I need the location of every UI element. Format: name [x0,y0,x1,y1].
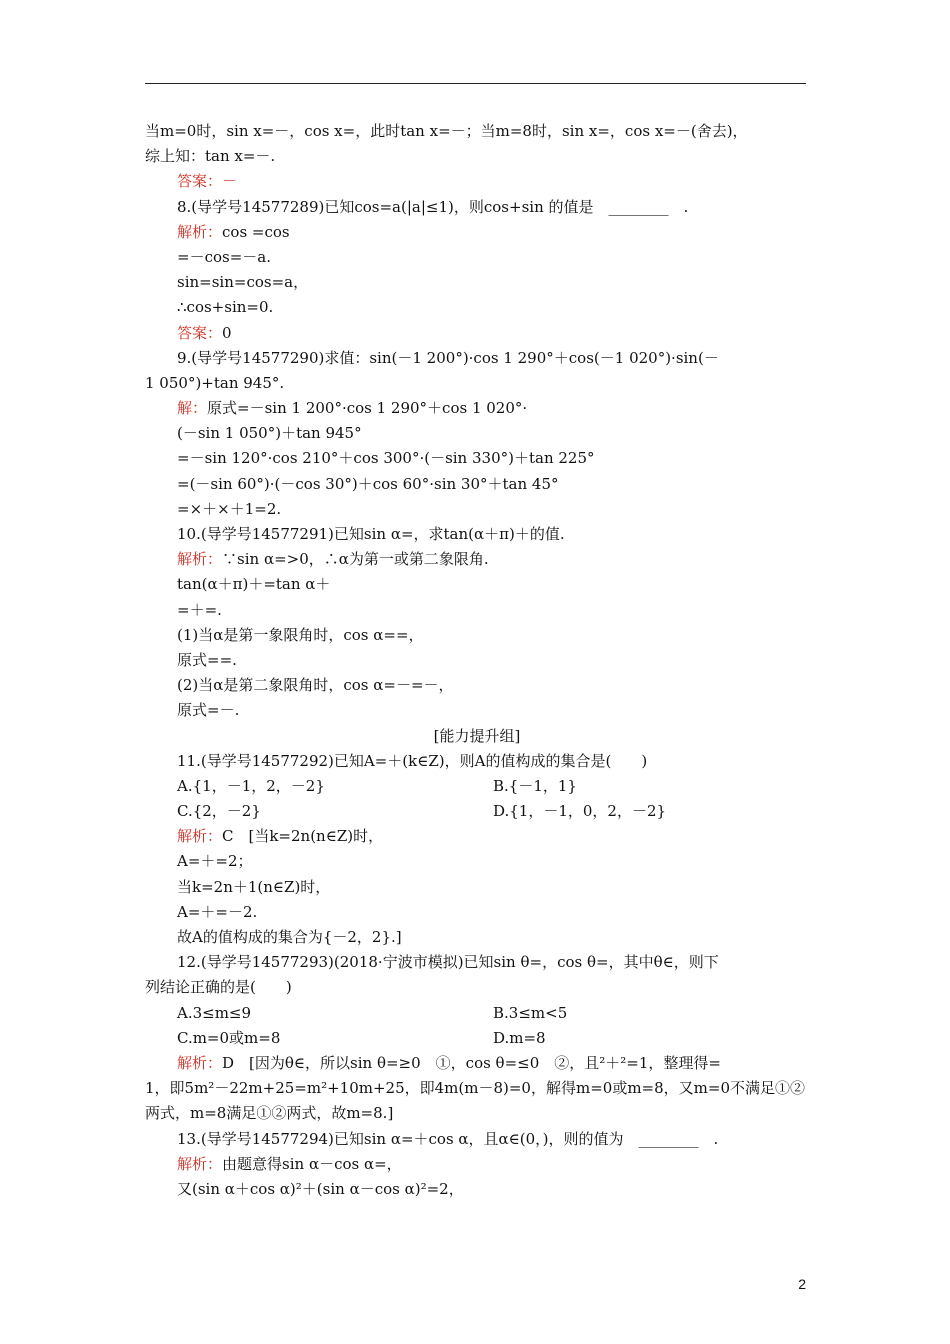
text-line [145,396,809,421]
line-text: 综上知：tan x=－. [145,147,276,166]
q13-answer-2: 又(sin α＋cos α)²＋(sin α－cos α)²=2， [177,1179,464,1198]
q11-options-ab [145,774,809,799]
text-line [145,119,809,144]
section-title: [能力提升组] [433,726,521,745]
text-line [145,497,809,522]
line-text: 答案：－ [177,172,238,191]
line-text: 原式=－. [177,701,240,720]
text-line [145,572,809,597]
line-text: 1 050°)+tan 945°. [145,373,285,392]
line-text: =＋=. [177,600,222,619]
text-line [145,623,809,648]
line-text: (2)当α是第二象限角时，cos α=－=－， [177,676,454,695]
q11-option-a: A.{1，－1，2，－2} [177,776,325,795]
line-text: cos =cos [222,222,290,241]
text-line [145,698,809,723]
answer-label: 答案： [177,323,223,342]
line-text: ∵sin α=>0，∴α为第一或第二象限角. [222,550,489,569]
q12-stem-1: 12.(导学号14577293)(2018·宁波市模拟)已知sin θ=，cos θ=，其中θ∈，则下 [177,953,719,972]
q11-answer-3: 当k=2n＋1(n∈Z)时， [177,877,331,896]
text-lines [145,119,809,724]
q11-answer-label: 解析： [177,827,223,846]
header-rule [145,83,806,84]
q12-option-c: C.m=0或m=8 [177,1028,281,1047]
line-text: 8.(导学号14577289)已知cos=a(|a|≤1)，则cos+sin 的值是 ________ . [177,197,689,216]
text-line [145,598,809,623]
line-text: =(－sin 60°)·(－cos 30°)＋cos 60°·sin 30°＋tan 45° [177,474,559,493]
q11-answer-5: 故A的值构成的集合为{－2，2}.] [177,928,402,946]
text-line [145,472,809,497]
line-text: 0 [222,323,232,342]
line-text: (1)当α是第一象限角时，cos α==， [177,625,424,644]
page-content [145,119,809,1202]
q13-stem: 13.(导学号14577294)已知sin α=＋cos α，且α∈(0，)，则的值为 ________ . [177,1129,719,1148]
text-line [145,270,809,295]
line-text: =－sin 120°·cos 210°＋cos 300°·(－sin 330°)＋tan 225° [177,449,595,468]
text-line [145,346,809,371]
text-line [145,522,809,547]
q12-option-b: B.3≤m<5 [493,1003,568,1022]
text-line [145,169,809,194]
text-line [145,421,809,446]
text-line [145,446,809,471]
line-text: 原式==. [177,650,237,669]
line-text: 当m=0时，sin x=－，cos x=，此时tan x=－；当m=8时，sin x=，cos x=－(舍去)， [145,122,748,140]
line-text: ∴cos+sin=0. [177,298,274,317]
q12-answer-3: 两式，m=8满足①②两式，故m=8.] [145,1104,394,1123]
text-line [145,648,809,673]
q11-option-c: C.{2，－2} [177,802,261,821]
text-line [145,673,809,698]
answer-label: 解： [177,399,208,418]
line-text: 原式=－sin 1 200°·cos 1 290°＋cos 1 020°· [207,399,528,418]
text-line [145,220,809,245]
q13-answer-1 [145,1152,809,1177]
line-text: sin=sin=cos=a， [177,273,309,292]
line-text: 10.(导学号14577291)已知sin α=，求tan(α＋π)＋的值. [177,525,565,543]
q11-answer-4: A=＋=－2. [177,902,258,921]
page-number: 2 [798,1276,806,1292]
line-text: =×＋×＋1=2. [177,499,282,518]
q12-options-ab [145,1001,809,1026]
q12-answer-2: 1，即5m²－22m+25=m²+10m+25，即4m(m－8)=0，解得m=0或m=8，又m=0不满足①② [145,1079,805,1098]
q11-answer-text: C [当k=2n(n∈Z)时， [222,827,384,846]
q12-stem-2: 列结论正确的是( ) [145,978,292,997]
q12-answer-1 [145,1051,809,1076]
q13-answer-text: 由题意得sin α－cos α=， [222,1154,402,1173]
line-text: =－cos=－a. [177,247,271,266]
q11-stem: 11.(导学号14577292)已知A=＋(k∈Z)，则A的值构成的集合是( ) [177,751,648,770]
q12-answer-text: D [因为θ∈，所以sin θ=≥0 ①，cos θ=≤0 ②，且²＋²=1，整理得= [222,1053,721,1072]
q11-option-b: B.{－1，1} [493,776,577,795]
answer-label: 解析： [177,550,223,569]
text-line [145,195,809,220]
text-line [145,321,809,346]
text-line [145,245,809,270]
text-line [145,371,809,396]
q12-options-cd [145,1026,809,1051]
q11-answer-2: A=＋=2； [177,852,253,871]
q12-option-d: D.m=8 [493,1028,546,1047]
line-text: 9.(导学号14577290)求值：sin(－1 200°)·cos 1 290°＋cos(－1 020°)·sin(－ [177,348,719,367]
answer-label: 解析： [177,222,223,241]
q11-option-d: D.{1，－1，0，2，－2} [493,802,667,821]
line-text: tan(α＋π)＋=tan α＋ [177,575,331,594]
q12-option-a: A.3≤m≤9 [177,1003,252,1022]
text-line [145,295,809,320]
q11-options-cd [145,799,809,824]
text-line [145,144,809,169]
line-text: (－sin 1 050°)＋tan 945° [177,424,362,443]
q12-answer-label: 解析： [177,1053,223,1072]
q11-answer-1 [145,824,809,849]
text-line [145,547,809,572]
q13-answer-label: 解析： [177,1154,223,1173]
